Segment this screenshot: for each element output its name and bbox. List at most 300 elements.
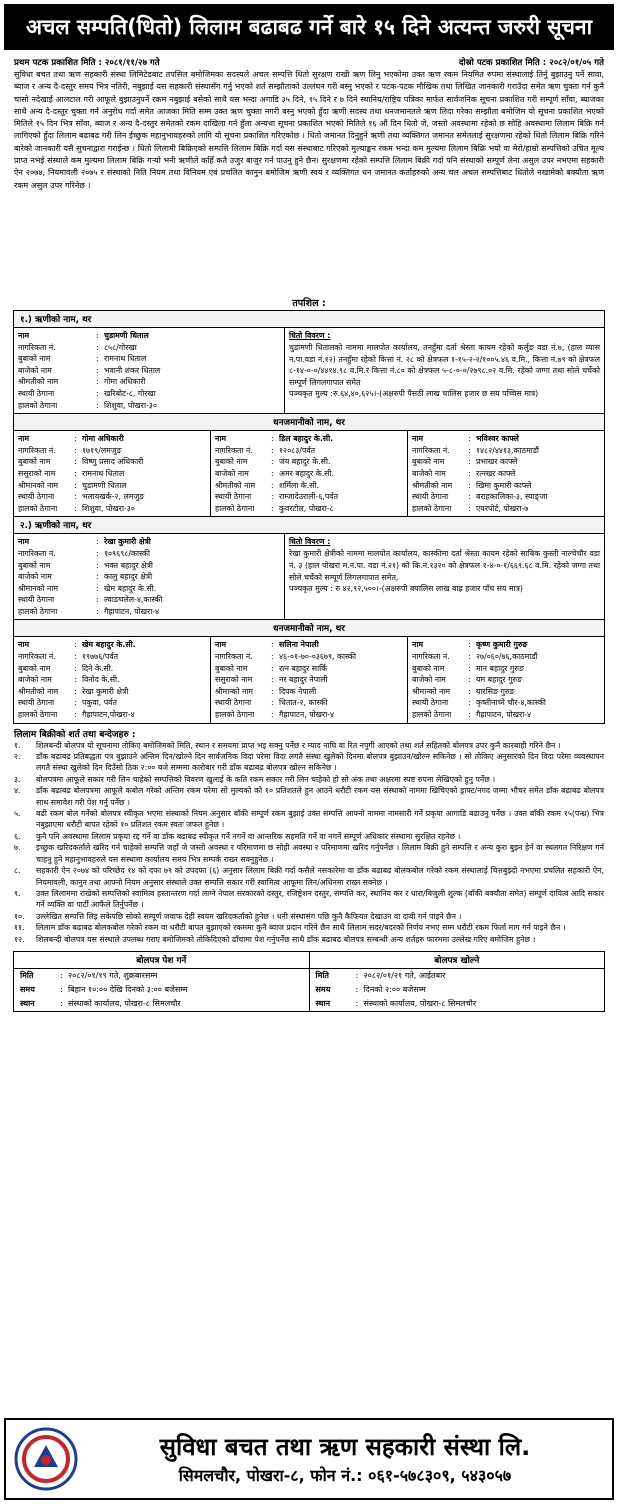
term-number: ८. xyxy=(14,866,21,876)
collateral-title: धितो विवरण : xyxy=(289,537,331,547)
field-label: बुबाको नाम xyxy=(18,560,51,570)
colon: : xyxy=(74,675,77,685)
collateral-valuation: पञ्चकृत मुल्य : रु ४२,९२,५००।-(अक्षरुपी बयालिस लाख बाह्र हजार पाँच सय मात्र) xyxy=(289,584,523,594)
colon: : xyxy=(468,698,471,708)
publication-dates xyxy=(0,50,618,68)
field-row xyxy=(18,342,280,354)
submit-date: २०८२/०१/१९ गते, शुक्रबारसम्म xyxy=(68,970,158,980)
field-label: स्थायी ठेगाना xyxy=(18,388,55,398)
details-heading: तपशिल : xyxy=(292,298,326,309)
field-label: बाजेको नाम xyxy=(412,675,446,685)
field-label: हालको ठेगाना xyxy=(215,503,255,513)
field-row xyxy=(18,639,206,651)
label: समय xyxy=(315,984,331,994)
borrower-2-row xyxy=(14,534,604,620)
colon: : xyxy=(271,457,274,467)
field-row xyxy=(18,548,280,560)
field-label: स्थायी ठेगाना xyxy=(18,698,55,708)
collateral-details: चुडामणी धितालको नाममा मालपोत कार्यालय, तनहुँमा दर्ता श्रेस्ता कायम रहेको कर्लुङ वडा नं.७, (हाल व्यास न.पा.वडा नं.१२) तनहुँमा रहेको कित्ता नं. २८ को क्षेत्रफल १-१५-२-२/१००५.४६ व.मि., कित्ता नं.७९ को क्षेत्रफल ८-१४-०-०/४४१४.९८ व.मि.र कित्ता नं.८० को क्षेत्रफल ५-८-०-०/२७९८.०२ व.मि. रहेको जग्गा तथा सोले चर्चेको सम्पूर्ण लिगलगापात समेत xyxy=(289,343,600,387)
field-value: डिल बहादुर के.सी. xyxy=(279,434,334,444)
colon: : xyxy=(271,675,274,685)
field-label: श्रीमतीको नाम xyxy=(18,686,59,696)
field-value: मान बहादुर गुरुङ xyxy=(476,663,524,673)
field-label: बुबाको नाम xyxy=(18,457,51,467)
field-label: हालको ठेगाना xyxy=(18,503,58,513)
borrower-1-fields xyxy=(14,328,285,413)
colon: : xyxy=(96,595,99,605)
colon: : xyxy=(96,400,99,410)
field-row xyxy=(18,686,206,698)
submit-schedule: बोलपत्र पेश गर्ने मिति : २०८२/०१/१९ गते, शुक्रबारसम्म समय : बिहान १०:०० देखि दिनको ३:०० बजेसम्म स्थान : संस्थाको कार्यालय, पोखरा-८ सिमलचौर xyxy=(14,952,310,1011)
field-row xyxy=(18,365,280,377)
colon: : xyxy=(96,537,99,547)
field-value: खरिबोट-८, गोरखा xyxy=(104,388,156,398)
colon: : xyxy=(74,480,77,490)
field-value: शिशुवा, पोखरा-३० xyxy=(104,400,157,410)
field-label: नागरिकता नं. xyxy=(18,652,56,662)
field-label: स्थायी ठेगाना xyxy=(215,492,252,502)
colon: : xyxy=(74,468,77,478)
field-value: खिमा कुमारी काफ्ले xyxy=(476,480,532,490)
field-row xyxy=(18,491,206,503)
field-row xyxy=(412,480,600,492)
field-value: गोमा अधिकारी xyxy=(82,434,124,444)
submit-time: बिहान १०:०० देखि दिनको ३:०० बजेसम्म xyxy=(68,984,188,994)
field-label: बाजेको नाम xyxy=(18,365,52,375)
field-value: ल्वाङघलेल-४,कास्की xyxy=(104,595,163,605)
term-item xyxy=(14,888,604,911)
colon: : xyxy=(468,686,471,696)
colon: : xyxy=(468,492,471,502)
field-row xyxy=(215,433,403,445)
term-text: डाँक बढाबढ प्रतिबद्धता पत्र बुझाउने अन्तिम दिन/खोल्ने दिन सार्वजनिक विदा परेमा विदा लगतै संस्था खुलेको दिनमा बोलपत्र बुझाउन/खोल्न सकिनेछ । सो तोकिए अनुसारको दिन विदा परेमा व्यवस्थापन लगतै संस्था खुलेको दिन दिउँसो ठिक २:०० बजे सम्ममा कारोबार गरी डाँक बढाबढ बोलपत्र खोल्न सकिनेछ । xyxy=(36,752,604,773)
field-value: १०९६९८/कास्की xyxy=(104,548,151,558)
field-label: नागरिकता नं. xyxy=(18,342,56,352)
borrower-1-box xyxy=(13,310,605,517)
term-number: १०. xyxy=(14,911,25,921)
field-label: हालको ठेगाना xyxy=(412,503,452,513)
colon: : xyxy=(74,445,77,455)
colon: : xyxy=(271,698,274,708)
term-number: ७. xyxy=(14,843,21,853)
term-item xyxy=(14,911,604,922)
open-date: २०८२/०१/२१ गते, आईतबार xyxy=(363,970,446,980)
field-value: १४८२/४४१३,काठमाडौं xyxy=(476,445,539,455)
colon: : xyxy=(468,640,471,650)
colon: : xyxy=(271,434,274,444)
field-row xyxy=(215,445,403,457)
term-text: कुनै पनि अवस्थामा लिलाम प्रकृया रद्द गर्ने वा डाँक बढाबढ स्वीकृत गर्ने नगर्ने वा आन्तरिक सहमति गर्ने वा नगर्ने सम्पूर्ण अधिकार संस्थामा सुरक्षित रहनेछ । xyxy=(36,831,461,841)
term-item xyxy=(14,785,604,808)
field-label: हालको ठेगाना xyxy=(18,400,58,410)
terms-title: लिलाम बिक्रीको शर्त तथा बन्देजहरु : xyxy=(14,729,136,740)
field-label: स्थायी ठेगाना xyxy=(215,698,252,708)
colon: : xyxy=(74,698,77,708)
field-value: गैह्रापाटन, पोखरा-४ xyxy=(476,710,532,720)
field-row xyxy=(215,491,403,503)
field-label: नागरिकता नं. xyxy=(412,652,450,662)
field-label: बाजेको नाम xyxy=(412,468,446,478)
guarantor-2-row xyxy=(14,637,604,722)
field-value: दिपक नेपाली xyxy=(279,686,317,696)
guarantor-2-heading: धनजमानीको नाम, थर xyxy=(14,620,604,637)
field-value: भविश्वर काफ्ले xyxy=(476,434,519,444)
field-label: ससुराको नाम xyxy=(18,468,56,478)
field-row xyxy=(412,697,600,709)
term-item xyxy=(14,774,604,785)
field-row xyxy=(18,330,280,342)
field-row xyxy=(412,686,600,698)
colon: : xyxy=(96,572,99,582)
term-number: ११. xyxy=(14,923,25,933)
colon: : xyxy=(74,457,77,467)
submit-place: संस्थाको कार्यालय, पोखरा-८ सिमलचौर xyxy=(68,998,181,1008)
field-value: यम बहादुर गुरुङ xyxy=(476,675,523,685)
colon: : xyxy=(271,686,274,696)
term-number: १२. xyxy=(14,934,25,944)
field-value: बराहकालिका-३, स्याङ्जा xyxy=(476,492,548,502)
field-value: जय बहादुर के.सी. xyxy=(279,457,331,467)
guarantor-1-c xyxy=(408,431,604,516)
field-value: चुडामणी धिताल xyxy=(104,331,149,340)
field-label: हालको ठेगाना xyxy=(18,710,58,720)
term-item xyxy=(14,922,604,933)
colon: : xyxy=(271,468,274,478)
field-row xyxy=(18,606,280,618)
field-label: हालको ठेगाना xyxy=(412,710,452,720)
term-text: बढी रकम बोल गर्नेको बोलपत्र स्वीकृत भएमा संस्थाको नियम अनुसार बाँकी सम्पूर्ण रकम बुझाई उक्त सम्पत्ति आफ्नो नाममा नामसारी गर्ने प्रकृया आगाडि बढाउनु पर्नेछ । उक्त बाँकी रकम १५(पन्ध्र) भित्र नबुझाएमा धरौटी बापत रहेको १० प्रतिशत रकम स्वतः जफत हुनेछ । xyxy=(36,809,604,830)
borrower-2-collateral xyxy=(285,534,604,619)
term-item xyxy=(14,934,604,945)
field-row xyxy=(215,663,403,675)
field-label: हालको ठेगाना xyxy=(18,606,58,616)
organization-address: सिमलचौर, पोखरा-८, फोन नं.: ०६१-५७८३०९, ५४३०५७ xyxy=(178,1466,512,1485)
colon: : xyxy=(74,710,77,720)
term-number: २. xyxy=(14,752,21,762)
field-value: धितात-२, कास्की xyxy=(279,698,328,708)
field-value: अमर बहादुर के.सी. xyxy=(279,468,334,478)
open-time: दिनको २:०० बजेसम्म xyxy=(363,984,426,994)
submit-heading: बोलपत्र पेश गर्ने xyxy=(14,952,309,969)
field-row xyxy=(18,353,280,365)
intro-paragraph: सुविधा बचत तथा ऋण सहकारी संस्था लिमिटेडबाट तपसिल बमोजिमका सदस्यले अचल सम्पत्ति धितो सुरक्षण राखी ऋण लिनु भएकोमा उक्त ऋण रकम नियमित रुपमा संस्थालाई तिर्नु बुझाउनु पर्ने सावा, ब्याज र अन्य दै-दस्तुर समय भित्र नतिरी, नबुझाई यस सहकारी संस्थासँग गर्नु भएको शर्त सम्झौताको उल्लंघन गरी बस्नु भएको र पटक-पटक मौखिक तथा लिखित जानकारी गराउँदा समेत ऋण चुक्ता गर्न कुनै चासो नदेखाई आलटाल गरी आफूले बुझाउनुपर्ने रकम नबुझाई बसेको साथै यस भन्दा अगाडि ३५ दिने, १५ दिने र ७ दिने स्थानिय/राष्ट्रिय पत्रिका मार्फत सार्वजनिक सूचना प्रकाशित गरी सम्पूर्ण साँवा, ब्याजका साथै अन्य दै-दस्तुर चुक्ता गर्न अनुरोध गर्दा समेत आजका मिति सम्म उक्त ऋण चुक्ता नगरी बस्नु भएको हुँदा ऋणी सदस्य तथा धनजमानतले ऋण लिदा गरेका सम्झौता बमोजिम यो सूचना प्रकाशित भएको मितिले १५ दिन भित्र साँवा, ब्याज र अन्य दै-दस्तुर समेतको रकम दाखिला गर्न हुँला अन्यथा सूचना प्रकाशित भएको मितिले १६ औं दिन धितो जे, जस्तो अवस्थामा रहेको छ सोहि अवस्थामा लिलाम बिक्रि गर्न लागिएको हुँदा लिलाम बढाबढ गरी लिन ईच्छुक महानुभावहरुको लागि यो सूचना प्रकाशित गरिएकोछ । धितो जमानत दिनुहुने ऋणी तथा व्यक्तिगत जमानत समेतलाई सुरक्षणमा रहेको धितो लिलाम बिक्रि गरिने बारेको जानकारी यसै सुचनाद्वारा गराईन्छ । धितो लिलामी बिक्रिएको सम्पत्ति लिलाम बिक्रि गर्दा यस संस्थाबाट गरिएको मुल्याङ्कन रकम भन्दा कम मुल्यमा लिलाम बिक्रि भयो वा मेरो/हाम्रो सम्पत्तिको उचित मूल्य प्राप्त नभई संस्थाले कम मुल्यमा लिलाम बिक्रि गऱ्यो भनी ऋणीले कहिँ कतै उजुर बाजुर गर्न पाउनु हुने छैन। सुरक्षणमा रहेको सम्पत्ति लिलाम बिक्री गर्दा पनि संस्थाको सम्पूर्ण लेना असुल उपर नभएमा सहकारी ऐन २०७४, नियमावली २०७५ र संस्थाको निति नियम तथा विनियम एवं प्रचलित कानुन बमोजिम ऋणी स्वयं र व्यक्तिगत धन जमानत कर्ताहरुको अन्य चल अचल सम्पत्तिबाट धितोले नखामेको बक्यौता ऋण रकम असुल उपर गरिनेछ । xyxy=(14,70,605,190)
term-text: शिलबन्दी बोलपत्र यो सूचनामा तोकिए बमोजिमको मिति, स्थान र समयमा प्राप्त भइ सक्नु पर्नेछ र म्याद नाघि वा रित नपुगी आएको तथा शर्त सहितको बोलपत्र उपर कुनै कारबाही गरिने छैन । xyxy=(36,740,561,750)
guarantor-2-c xyxy=(408,637,604,722)
colon: : xyxy=(96,342,99,352)
collateral-details: रेखा कुमारी क्षेत्रीको नाममा मालपोत कार्यालय, कास्कीमा दर्ता श्रेस्ता कायम रहेको साबिक कुस्ती नाल्चेचौर वडा नं. ३ (हाल पोखरा म.न.पा. वडा नं.२१) को कि.नं.१३२० को क्षेत्रफल १-४-०-१/६६९.६८ व.मि. रहेको जग्गा तथा सोले चर्चेको सम्पूर्ण लिगलगापात समेत, xyxy=(289,549,600,582)
footer xyxy=(4,1418,614,1500)
field-row xyxy=(412,651,600,663)
field-row xyxy=(412,663,600,675)
field-label: स्थायी ठेगाना xyxy=(18,595,55,605)
term-text: सहकारी ऐन २०७४ को परिच्छेद १४ को दफा ७९ को उपदफा (६) अनुसार लिलाम बिक्री गर्दा कसैले नसकारेमा वा डाँक बढाबढ बोलकबोल गरेको रकम संस्थालाई चित्तबुझ्दो नभएमा प्रचलित सहकारी ऐन, नियमावली, कानुन तथा आफ्नो नियम अनुसार संस्थाले उक्त सम्पत्ति सकार गरी स्वामित्व आफूमा लिन/अधिनमा राख्न सक्नेछ । xyxy=(36,866,604,887)
field-row xyxy=(412,491,600,503)
field-label: श्रीमानको नाम xyxy=(18,583,59,593)
label: मिति xyxy=(315,970,329,980)
field-label: नाम xyxy=(412,640,424,650)
colon: : xyxy=(271,503,274,513)
guarantor-2-b xyxy=(211,637,408,722)
field-value: गैह्रापाटन, पोखरा-४ xyxy=(104,606,160,616)
field-value: भक्त बहादुर क्षेत्री xyxy=(104,560,153,570)
term-item xyxy=(14,831,604,842)
cooperative-logo-icon xyxy=(14,1427,78,1491)
field-row xyxy=(412,445,600,457)
colon: : xyxy=(271,445,274,455)
field-row xyxy=(215,480,403,492)
field-row xyxy=(412,674,600,686)
colon: : xyxy=(468,675,471,685)
field-value: चुडामणी धिताल xyxy=(82,480,127,490)
label: स्थान xyxy=(20,998,35,1008)
field-label: नाम xyxy=(18,434,30,444)
field-value: रत्न बहादुर सार्कि xyxy=(279,663,328,673)
colon: : xyxy=(96,377,99,387)
field-value: विष्णु प्रसाद अधिकारी xyxy=(82,457,144,467)
field-value: १२०८३/पर्वत xyxy=(279,445,316,455)
field-row xyxy=(18,400,280,412)
term-number: ४. xyxy=(14,786,21,796)
guarantor-1-b xyxy=(211,431,408,516)
field-value: राम्जादेउराली-६,पर्वत xyxy=(279,492,339,502)
field-row xyxy=(18,583,280,595)
field-label: बुबाको नाम xyxy=(412,663,445,673)
colon: : xyxy=(96,388,99,398)
field-row xyxy=(215,651,403,663)
open-place: संस्थाको कार्यालय, पोखरा-८ सिमलचौर xyxy=(363,998,477,1008)
colon: : xyxy=(74,640,77,650)
field-value: ८५८/गोरखा xyxy=(104,342,137,352)
field-row xyxy=(18,388,280,400)
field-label: श्रीमतीको नाम xyxy=(18,377,59,387)
borrower-2-heading: २.) ऋणीको नाम, थर xyxy=(14,517,604,534)
colon: : xyxy=(96,583,99,593)
term-number: ३. xyxy=(14,774,21,784)
colon: : xyxy=(271,652,274,662)
field-row xyxy=(215,503,403,515)
field-label: बुबाको नाम xyxy=(18,663,51,673)
field-label: नाम xyxy=(18,331,30,340)
colon: : xyxy=(96,606,99,616)
guarantor-2-a xyxy=(14,637,211,722)
field-value: कृष्तीनाच्ने चौर-४,कास्की xyxy=(476,698,546,708)
field-row xyxy=(215,674,403,686)
field-value: खेम बहादुर के.सी. xyxy=(104,583,157,593)
field-row xyxy=(18,709,206,721)
field-row xyxy=(18,456,206,468)
field-row xyxy=(215,709,403,721)
field-label: नाम xyxy=(412,434,424,444)
field-value: प्रभाखर काफ्ले xyxy=(476,457,518,467)
colon: : xyxy=(271,710,274,720)
field-row xyxy=(18,697,206,709)
term-item xyxy=(14,808,604,831)
field-value: भलायखर्क-२, लमजुङ xyxy=(82,492,145,502)
term-text: इच्छुक खरिदकर्ताले खरिद गर्न चाहेको सम्पत्ति जहाँ जे जस्तो अवस्था र परिमाणमा छ सोही अवस्था र परिमाणमा खरिद गर्नुपर्नेछ । लिलाम बिक्री हुने सम्पत्ति र अन्य कुरा बुझ्न हेर्न वा स्थलगत निरिक्षण गर्न चाहनु हुने महानुभावहरुले यस संस्थामा कार्यालय समय भित्र सम्पर्क राख्न सक्नुहुनेछ । xyxy=(36,843,604,864)
field-row xyxy=(412,709,600,721)
field-value: १९७७६/पर्वत xyxy=(82,652,119,662)
field-row xyxy=(412,639,600,651)
field-label: नागरिकता नं. xyxy=(18,445,56,455)
field-row xyxy=(18,536,280,548)
label: समय xyxy=(20,984,35,994)
field-row xyxy=(215,639,403,651)
field-label: बाजेको नाम xyxy=(18,572,52,582)
term-number: ६. xyxy=(14,831,21,841)
terms-list xyxy=(0,740,618,945)
term-text: डाँक बढाबढ बोलपत्रमा आफूले कबोल गरेको अन्तिम रकम परेमा सो मुल्यको को १० प्रतिशतले हुन आउने धरौटी रकम यस संस्थाको नाममा खिचिएको ड्राफ्ट/नगद जम्मा भौचर समेत डाँक बढाबढ बोलपत्र साथ समावेश गरी पेश गर्नु पर्नेछ । xyxy=(36,786,604,807)
borrower-2-fields xyxy=(14,534,285,619)
colon: : xyxy=(468,663,471,673)
term-item xyxy=(14,865,604,888)
field-value: १७१९/लमजुङ xyxy=(82,445,122,455)
colon: : xyxy=(74,503,77,513)
field-row xyxy=(18,571,280,583)
colon: : xyxy=(468,468,471,478)
notice-title: अचल सम्पति(धितो) लिलाम बढाबढ गर्ने बारे १५ दिने अत्यन्त जरुरी सूचना xyxy=(25,15,593,39)
field-value: रेखा कुमारी क्षेत्री xyxy=(82,686,129,696)
colon: : xyxy=(96,365,99,375)
field-value: खेम बहादुर के.सी. xyxy=(82,640,136,650)
field-label: नाम xyxy=(215,640,227,650)
field-row xyxy=(18,560,280,572)
colon: : xyxy=(468,434,471,444)
field-label: नागरिकता नं. xyxy=(412,445,450,455)
field-row xyxy=(412,433,600,445)
colon: : xyxy=(468,457,471,467)
field-value: रामनाथ धिताल xyxy=(104,354,147,364)
field-row xyxy=(215,686,403,698)
collateral-valuation: पञ्चकृत मुल्य :रु.६४,४०,६२५।-(अक्षरुपी पैसठी लाख चालिस हजार छ सय पच्चिस मात्र) xyxy=(289,389,539,399)
colon: : xyxy=(468,652,471,662)
label: स्थान xyxy=(315,998,331,1008)
term-text: लिलाम डाँक बढाबढ बोलकबोल गरेको रकम वा धरौटी बापत बुझाएको रकममा कुनै ब्याज प्रदान गरिने छैन साथै लिलाम सदर/बदरको निर्णय नभए सम्म धरौटी रकम फिर्ता माग गर्न पाइने छैन । xyxy=(36,923,566,933)
field-value: कृष्ण कुमारी गुरुङ xyxy=(476,640,528,650)
field-label: नाम xyxy=(215,434,227,444)
field-value: पकुवा, पर्वत xyxy=(82,698,117,708)
guarantor-1-heading: धनजमानीको नाम, थर xyxy=(14,414,604,431)
field-row xyxy=(18,594,280,606)
term-text: उल्लेखित सम्पत्ति लिइ सकेपछि सोको सम्पूर्ण जवाफ देही स्वयम खरिदकर्ताको हुनेछ । धनी संस्थासंग पछि कुनै कैफियत देखाउन वा दाबी गर्न पाइने छैन । xyxy=(36,911,462,921)
organization-name: सुविधा बचत तथा ऋण सहकारी संस्था लि. xyxy=(159,1433,531,1461)
field-value: गैह्रापाटन, पोखरा-४ xyxy=(279,710,335,720)
colon: : xyxy=(96,331,99,340)
field-row xyxy=(412,503,600,515)
schedule-table xyxy=(13,951,605,1012)
field-value: गैह्रापाटन,पोखरा-४ xyxy=(82,710,135,720)
open-schedule: बोलपत्र खोल्ने मिति : २०८२/०१/२१ गते, आईतबार समय : दिनको २:०० बजेसम्म स्थान : संस्थाको कार्यालय, पोखरा-८ सिमलचौर xyxy=(310,952,605,1011)
field-value: शर्मिला के.सी. xyxy=(279,480,320,490)
colon: : xyxy=(74,652,77,662)
field-value: कुवरटोल, पोखरा-८ xyxy=(279,503,334,513)
borrower-1-collateral xyxy=(285,328,604,413)
field-row xyxy=(18,663,206,675)
field-label: बुबाको नाम xyxy=(18,354,51,364)
field-row xyxy=(412,468,600,480)
field-row xyxy=(215,697,403,709)
field-value: विनोद के.सी. xyxy=(82,675,120,685)
field-row xyxy=(412,456,600,468)
colon: : xyxy=(468,710,471,720)
field-label: श्रीमानको नाम xyxy=(18,480,59,490)
colon: : xyxy=(468,480,471,490)
colon: : xyxy=(96,560,99,570)
open-heading: बोलपत्र खोल्ने xyxy=(310,952,605,969)
field-row xyxy=(18,480,206,492)
field-value: ४६-०१-७०-०३६७९, कास्की xyxy=(279,652,357,662)
guarantor-1-a xyxy=(14,431,211,516)
field-value: भवानी शंकर धिताल xyxy=(104,365,161,375)
colon: : xyxy=(271,492,274,502)
borrower-2-box xyxy=(13,517,605,723)
field-label: श्रीमान्को नाम xyxy=(412,686,451,696)
colon: : xyxy=(74,686,77,696)
field-label: स्थायी ठेगाना xyxy=(412,698,449,708)
field-label: नाम xyxy=(18,640,30,650)
term-text: बोलपत्रमा आफूले सकार गरी लिन चाहेको सम्पत्तिको विवरण खुलाई के कति रकम सकार गरी लिन चाहेको हो सो अंक तथा अक्षरमा स्पष्ट रुपमा लेखिएको हुनु पर्नेछ । xyxy=(36,774,496,784)
field-row xyxy=(18,651,206,663)
field-label: बाजेको नाम xyxy=(18,675,52,685)
colon: : xyxy=(74,434,77,444)
term-item xyxy=(14,751,604,774)
field-label: नागरिकता नं. xyxy=(215,445,253,455)
colon: : xyxy=(74,492,77,502)
field-label: हालको ठेगाना xyxy=(215,710,255,720)
field-value: २७/०६०/७६,काठमाडौं xyxy=(476,652,538,662)
field-value: सलिना नेपाली xyxy=(279,640,319,650)
field-label: स्थायी ठेगाना xyxy=(412,492,449,502)
borrower-1-row xyxy=(14,328,604,414)
term-number: ९. xyxy=(14,888,21,898)
borrower-1-heading: १.) ऋणीको नाम, थर xyxy=(14,311,604,328)
term-item xyxy=(14,740,604,751)
colon: : xyxy=(96,354,99,364)
colon: : xyxy=(468,503,471,513)
guarantor-1-row xyxy=(14,431,604,516)
field-value: रत्नखर काफ्ले xyxy=(476,468,516,478)
colon: : xyxy=(468,445,471,455)
field-value: कालु बहादुर क्षेत्री xyxy=(104,572,153,582)
collateral-title: धितो विवरण : xyxy=(289,331,331,340)
field-value: रामनाथ धिताल xyxy=(82,468,125,478)
field-label: श्रीमतीको नाम xyxy=(412,480,453,490)
field-label: ससुराको नाम xyxy=(215,675,253,685)
field-row xyxy=(215,456,403,468)
field-row xyxy=(18,445,206,457)
field-label: श्रीमान्को नाम xyxy=(215,686,254,696)
term-number: १. xyxy=(14,740,21,750)
label: मिति xyxy=(20,970,34,980)
field-value: एयरपोर्ट, पोखरा-७ xyxy=(476,503,529,513)
field-value: यारसिङ गुरुङ xyxy=(476,686,515,696)
field-row xyxy=(18,468,206,480)
second-publication-date: दोस्रो पटक प्रकाशित मिति : २०८२/०१/०५ गते xyxy=(458,58,604,68)
field-value: दिने के.सी. xyxy=(82,663,114,673)
field-label: नागरिकता नं. xyxy=(215,652,253,662)
field-label: स्थायी ठेगाना xyxy=(18,492,55,502)
colon: : xyxy=(74,663,77,673)
field-value: रेखा कुमारी क्षेत्री xyxy=(104,537,151,547)
field-value: गोमा अधिकारी xyxy=(104,377,146,387)
term-text: शिलबन्दी बोलपत्र यस संस्थाले उपलब्ध गराए बमोजिमको तोकिदिएको ढाँचामा पेश गर्नुपर्नेछ साथै डाँक बढाबढ बोलपत्र सम्बन्धी अन्य शर्तहरु फारममा उल्लेख गरिए बमोजिम हुनेछ । xyxy=(36,934,536,944)
field-row xyxy=(215,468,403,480)
field-row xyxy=(18,433,206,445)
field-value: शिशुवा, पोखरा-३० xyxy=(82,503,135,513)
field-row xyxy=(18,674,206,686)
field-label: श्रीमतीको नाम xyxy=(215,480,256,490)
field-label: बाजेको नाम xyxy=(215,468,249,478)
term-text: उक्त लिलाममा राखेको सम्पत्तिको स्वामित्व हस्तान्तरण गर्दा लाग्ने नेपाल सरकारको दस्तुर, रजिष्ट्रेशन दस्तुर, सम्पत्ति कर, स्थानिय कर र धारा/बिजुली शुल्क (बाँकी बक्यौता समेत) सम्पूर्ण दायित्व आदि सकार गर्ने व्यक्ति वा पार्टी आफैंले तिर्नुपर्नेछ । xyxy=(36,888,604,910)
